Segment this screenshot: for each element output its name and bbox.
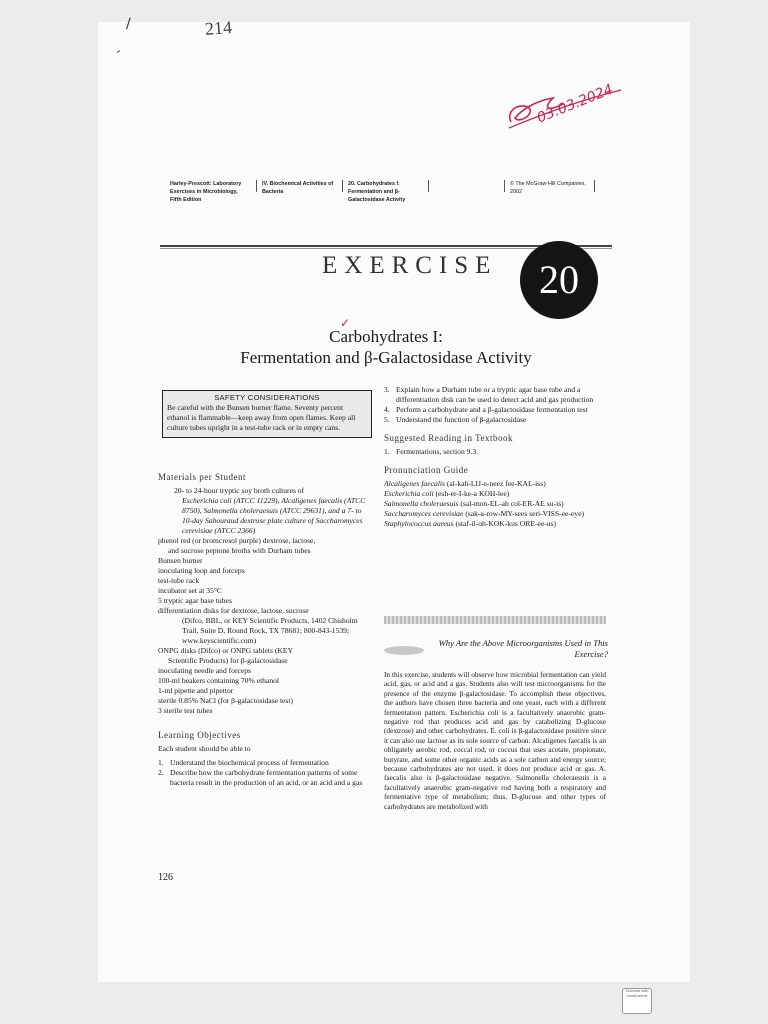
left-column [158, 472, 368, 788]
materials-item: inoculating loop and forceps [158, 566, 245, 575]
reading-list [384, 447, 606, 457]
scanner-line-2: CamScanner [626, 994, 648, 998]
pronunciation-guide: (sak-a-row-MY-sees seri-VISS-ee-eye) [465, 509, 584, 518]
organism-name: Alcaligenes faecalis [384, 479, 445, 488]
materials-item: phenol red (or bromcresol purple) dextrose, lactose, [158, 536, 316, 545]
why-heading: Why Are the Above Microorganisms Used in This Exercise? [438, 638, 608, 659]
exercise-label: EXERCISE [322, 252, 498, 279]
objective-item [384, 385, 606, 405]
objective-number: 1. [158, 758, 164, 767]
pen-check-mark: ✓ [340, 316, 351, 330]
materials-item: differentiation disks for dextrose, lactose, sucrose [158, 606, 309, 615]
handwritten-page-number: 214 [204, 17, 233, 39]
materials-item: 1-ml pipette and pipettor [158, 686, 234, 695]
objective-text: Understand the biochemical process of fermentation [170, 758, 329, 767]
objectives-list-left [158, 758, 368, 788]
materials-list [158, 486, 368, 716]
reading-item [384, 447, 606, 457]
materials-item: Scientific Products) for β-galactosidase [168, 656, 288, 665]
header-divider [342, 180, 343, 192]
materials-item: (Difco, BBL, or KEY Scientific Products, 1402 Chisholm Trail, Suite D, Round Rock, TX 78681; 800-843-1539; www.keyscientific.com) [182, 616, 358, 645]
objective-number: 5. [384, 415, 390, 424]
materials-item: 100-ml beakers containing 70% ethanol [158, 676, 280, 685]
why-body: In this exercise, students will observe how microbial fermentation can yield acid, gas, or acid and a gas. Students also will test microorganisms for the presence of the enzyme β-galactosidase. To accomplish these objectives, the authors have chosen three bacteria and one yeast, each with a different fermentation pattern. Escherichia coli is a facultatively anaerobic gram-negative rod that produces acid and gas by catabolizing D-glucose (dextrose) and other carbohydrates. E. coli is β-galactosidase positive since it can also use lactose as its sole source of carbon. Alcaligenes faecalis is an obligately aerobic rod, coccal rod, or coccus that uses acetate, propionate, butyrate, and some other organic acids as a sole carbon and energy source; because carbohydrates are not used, it does not produce acid or gas. A. faecalis also is β-galactosidase negative. Salmonella choleraesuis is a facultatively anaerobic gram-negative rod having both a respiratory and fermentative type of metabolism; thus, D-glucose and other types of carbohydrates are metabolized with [384, 670, 606, 811]
header-chapter: 20. Carbohydrates I: Fermentation and β-Galactosidase Activity [348, 181, 406, 203]
objective-text: Understand the function of β-galactosidase [396, 415, 527, 424]
pronunciation-item [384, 519, 606, 529]
microscope-icon [384, 646, 424, 655]
materials-item: 3 sterile test tubes [158, 706, 213, 715]
exercise-number-badge: 20 [520, 241, 598, 319]
pronunciation-item [384, 479, 606, 489]
organism-name: Saccharomyces cerevisiae [384, 509, 464, 518]
header-part: IV. Biochemical Activities of Bacteria [262, 181, 334, 195]
objective-text: Perform a carbohydrate and a β-galactosidase fermentation test [396, 405, 588, 414]
pronunciation-guide: (sal-mon-EL-ah col-ER-AE su-is) [460, 499, 564, 508]
pronunciation-item [384, 499, 606, 509]
objective-item [384, 415, 606, 425]
reading-number: 1. [384, 447, 390, 456]
objective-number: 4. [384, 405, 390, 414]
objectives-heading: Learning Objectives [158, 730, 241, 740]
header-copyright: © The McGraw-Hill Companies, 2002 [510, 181, 586, 195]
organism-name: Staphylococcus aureus [384, 519, 454, 528]
title-line-2: Fermentation and β-Galactosidase Activity [240, 348, 532, 367]
pronunciation-item [384, 489, 606, 499]
safety-text: Be careful with the Bunsen burner flame. Seventy percent ethanol is flammable—keep away from open flames. Keep all culture tubes upright in a test-tube rack or in empty cans. [167, 403, 356, 432]
page-number: 126 [158, 872, 173, 883]
right-column [384, 385, 606, 529]
materials-item: ONPG disks (Difco) or ONPG tablets (KEY [158, 646, 293, 655]
section-divider-bar [384, 616, 606, 624]
materials-item: test-tube rack [158, 576, 200, 585]
objective-item [158, 768, 368, 788]
objective-text: Explain how a Durham tube or a tryptic agar base tube and a differentiation disk can be used to detect acid and gas production [396, 385, 594, 404]
objective-text: Describe how the carbohydrate fermentation patterns of some bacteria result in the production of an acid, or an acid and a gas [170, 768, 363, 787]
pronunciation-item [384, 509, 606, 519]
organism-name: Escherichia coli [384, 489, 434, 498]
reading-text: Fermentations, section 9.3. [396, 447, 479, 456]
signature-date: 03.03.2024 [534, 81, 616, 127]
handwritten-tick: ∕ [126, 16, 131, 32]
safety-box [162, 390, 372, 438]
running-header [170, 180, 600, 226]
pronunciation-guide: (staf-il-oh-KOK-kus ORE-ee-us) [455, 519, 557, 528]
organism-name: Salmonella choleraesuis [384, 499, 459, 508]
scanner-watermark [622, 988, 652, 1014]
header-divider [504, 180, 505, 192]
materials-heading: Materials per Student [158, 472, 246, 482]
objective-number: 2. [158, 768, 164, 777]
materials-item: Escherichia coli (ATCC 11229), Alcaligenes faecalis (ATCC 8750), Salmonella choleraesuis (ATCC 29631), and a 7- to 10-day Sabouraud dextrose plate culture of Saccharomyces cerevisiae (ATCC 2366) [182, 496, 366, 535]
pronunciation-guide: (esh-er-I-ke-a KOH-lee) [435, 489, 510, 498]
scanner-line-1: Scanned with [625, 989, 649, 993]
pronunciation-list [384, 479, 606, 529]
materials-item: incubator set at 35°C [158, 586, 222, 595]
reading-heading: Suggested Reading in Textbook [384, 433, 513, 443]
materials-item: inoculating needle and forceps [158, 666, 251, 675]
title-line-1: Carbohydrates I: [329, 327, 443, 346]
safety-heading: SAFETY CONSIDERATIONS [214, 393, 320, 402]
materials-item: and sucrose peptone broths with Durham tubes [168, 546, 311, 555]
page-title [160, 326, 612, 368]
handwritten-mark: ‐ [112, 43, 124, 59]
materials-item: sterile 0.85% NaCl (for β-galactosidase test) [158, 696, 294, 705]
header-divider [428, 180, 429, 192]
materials-item: 5 tryptic agar base tubes [158, 596, 232, 605]
header-divider [256, 180, 257, 192]
materials-item: 20- to 24-hour tryptic soy broth cultures of [174, 486, 305, 495]
objective-number: 3. [384, 385, 390, 394]
header-divider [594, 180, 595, 192]
objective-item [158, 758, 368, 768]
objectives-list-right [384, 385, 606, 425]
pronunciation-heading: Pronunciation Guide [384, 465, 469, 475]
objectives-intro: Each student should be able to [158, 744, 251, 753]
objective-item [384, 405, 606, 415]
materials-item: Bunsen burner [158, 556, 203, 565]
header-book-title: Harley-Prescott: Laboratory Exercises in Microbiology, Fifth Edition [170, 181, 242, 203]
pronunciation-guide: (al-kah-LIJ-e-neez fee-KAL-iss) [446, 479, 546, 488]
